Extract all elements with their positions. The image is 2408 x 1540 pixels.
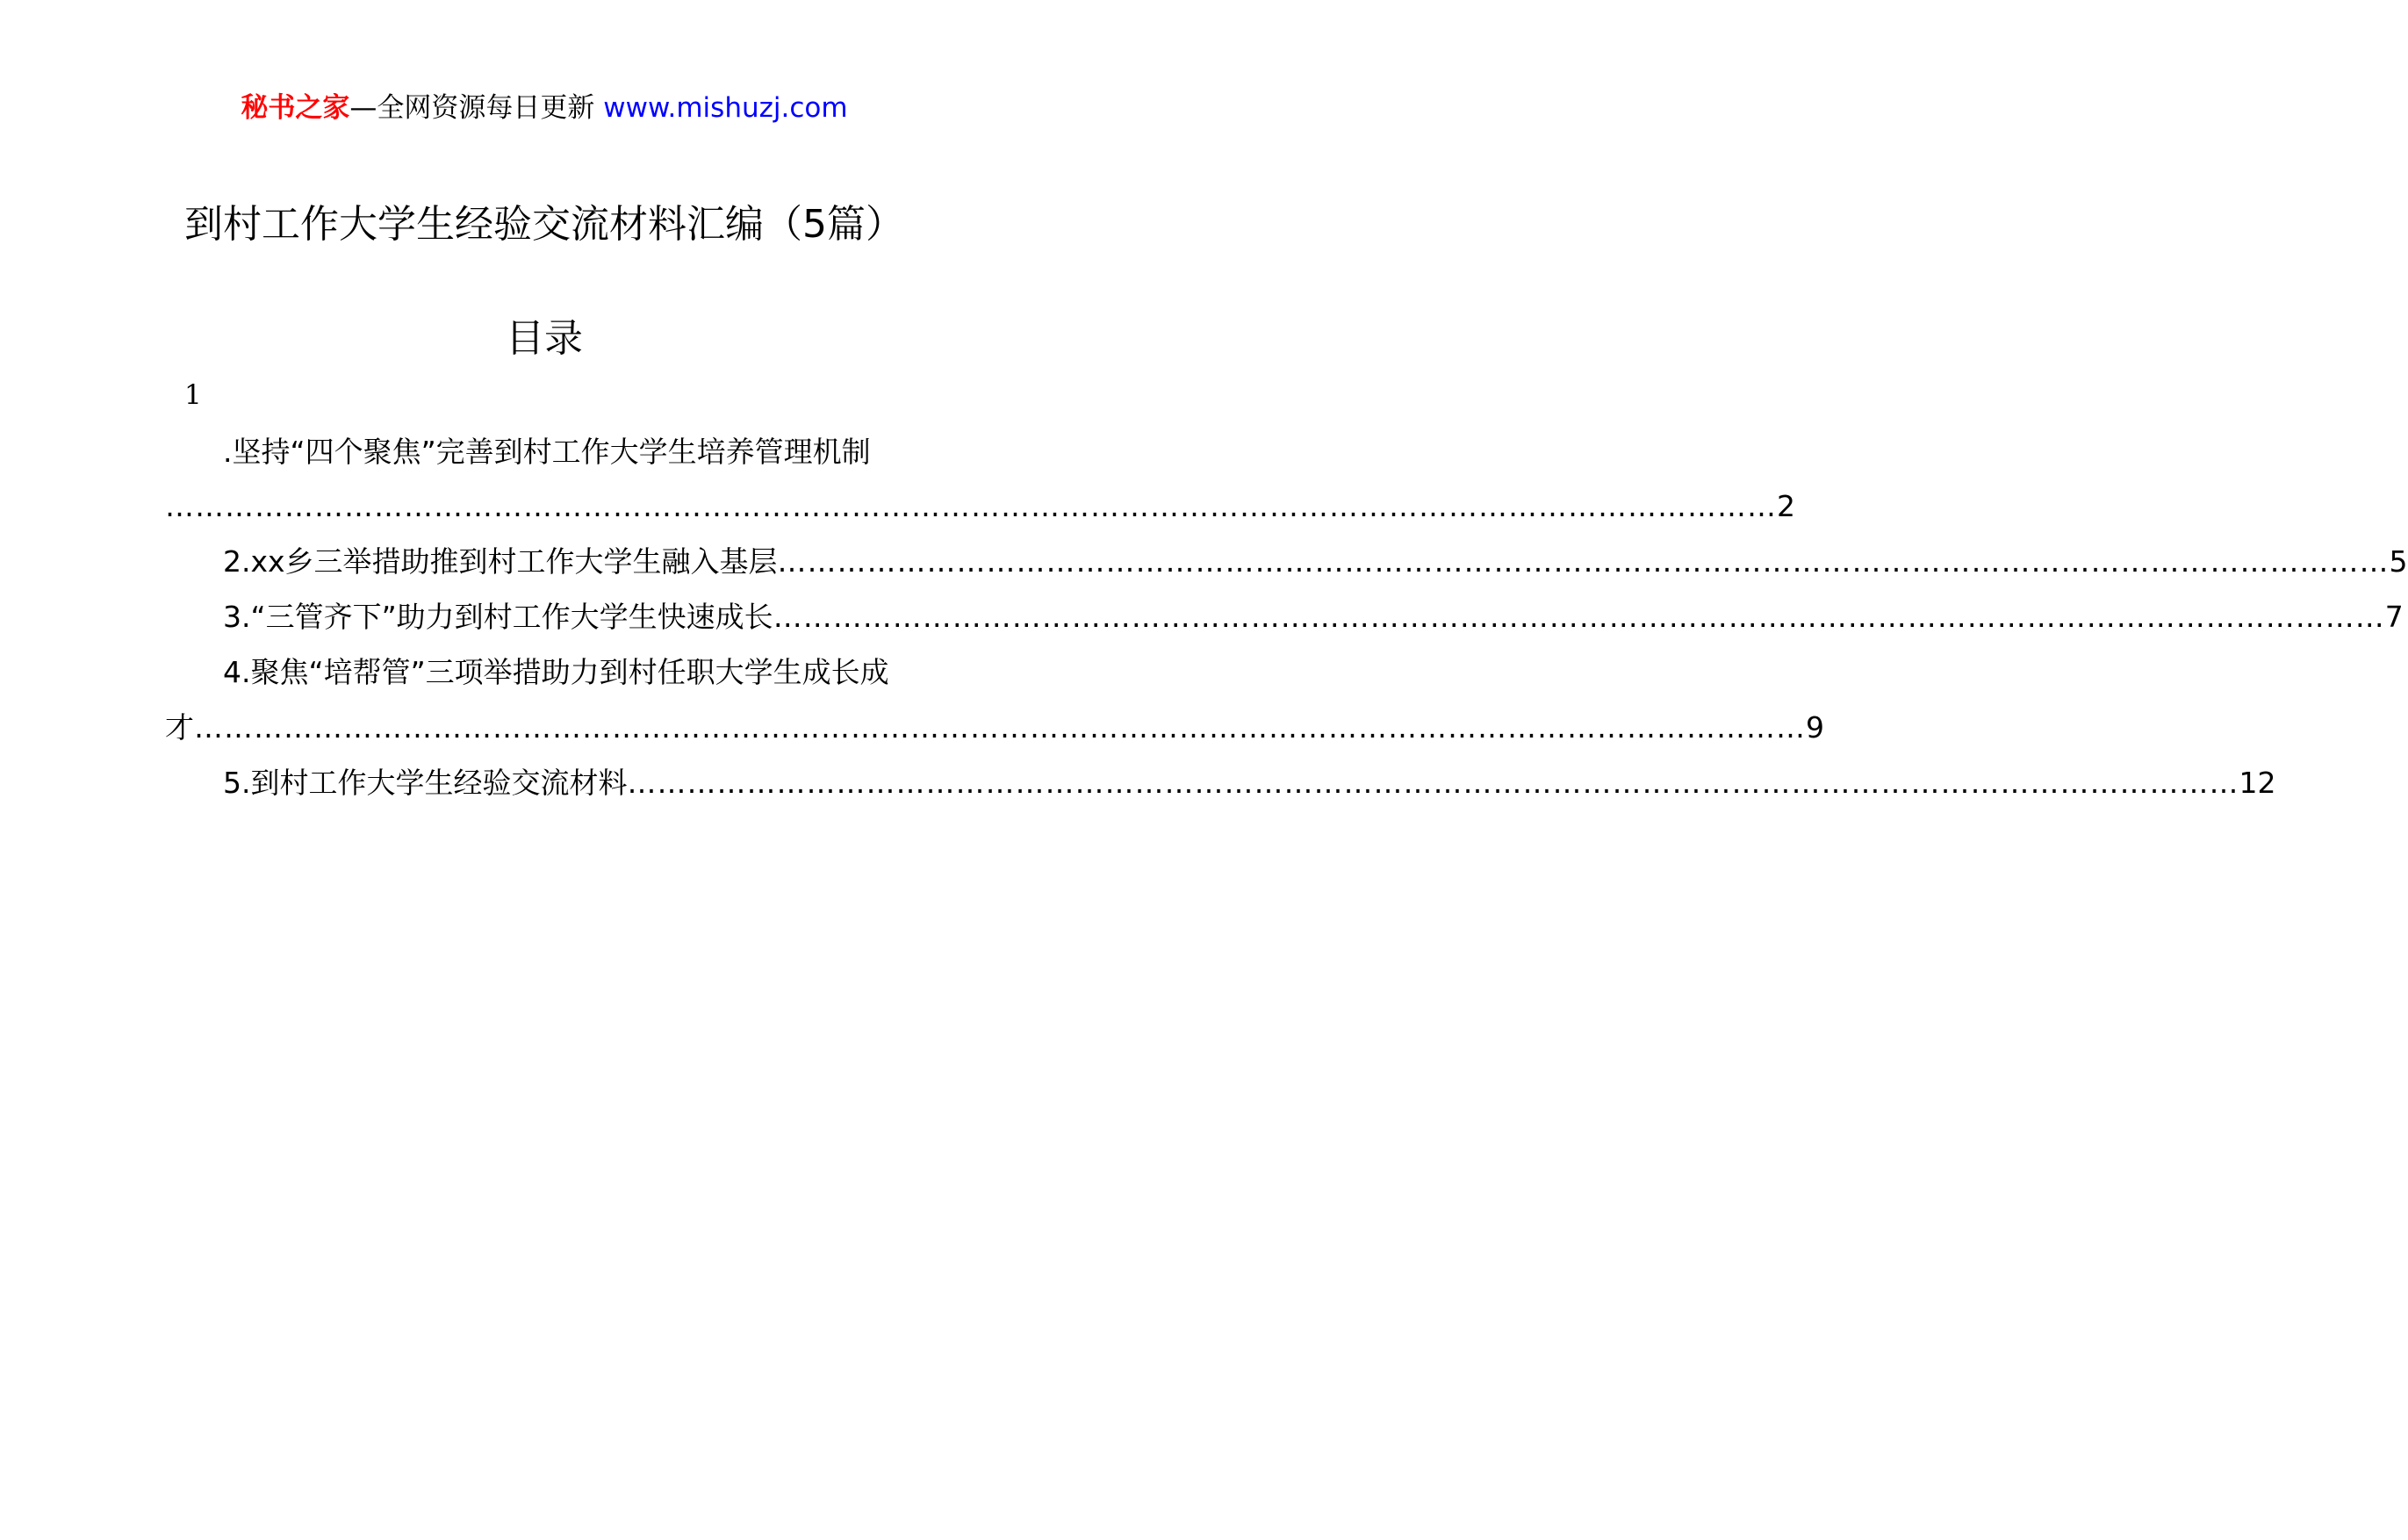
dot-leader: ………………………………………………………………………………………………………………………………………………	[194, 710, 1806, 745]
toc-entry-3[interactable]	[223, 595, 2404, 639]
document-title: 到村工作大学生经验交流材料汇编（5篇）	[184, 202, 904, 247]
toc-entry-title-continued: 才	[165, 710, 194, 745]
toc-entry-title: .坚持“四个聚焦”完善到村工作大学生培养管理机制	[223, 435, 871, 469]
toc-entry-1-line2[interactable]	[165, 485, 1795, 529]
dot-leader: ………………………………………………………………………………………………………………………………………………	[777, 544, 2390, 579]
dot-leader: ………………………………………………………………………………………………………………………………………………	[165, 489, 1777, 523]
toc-page-number: 9	[1806, 710, 1824, 745]
toc-heading: 目录	[506, 316, 583, 361]
toc-entry-4-line2[interactable]	[165, 706, 1824, 750]
toc-page-number: 12	[2239, 766, 2276, 800]
toc-page-number: 7	[2384, 600, 2404, 634]
brand-name: 秘书之家	[241, 92, 350, 124]
toc-entry-title: 2.xx乡三举措助推到村工作大学生融入基层	[223, 544, 778, 579]
toc-entry-2[interactable]	[223, 540, 2408, 584]
dot-leader: ………………………………………………………………………………………………………………………………………………	[627, 766, 2239, 800]
toc-entry-5[interactable]	[223, 761, 2276, 805]
toc-page-number: 5	[2389, 544, 2408, 579]
toc-entry-4-line1[interactable]	[223, 651, 934, 694]
toc-entry-title: 5.到村工作大学生经验交流材料	[223, 766, 628, 800]
site-tagline: —全网资源每日更新	[349, 92, 604, 124]
toc-page-number: 2	[1777, 489, 1795, 523]
toc-entry-1-line1[interactable]	[223, 430, 925, 474]
site-url-link[interactable]: www.mishuzj.com	[603, 92, 848, 124]
dot-leader: ………………………………………………………………………………………………………………………………………………	[773, 600, 2385, 634]
site-header	[0, 86, 1089, 130]
toc-entry-title: 4.聚焦“培帮管”三项举措助力到村任职大学生成长成	[223, 655, 889, 689]
toc-entry-number: 1	[184, 379, 202, 411]
toc-entry-title: 3.“三管齐下”助力到村工作大学生快速成长	[223, 600, 773, 634]
